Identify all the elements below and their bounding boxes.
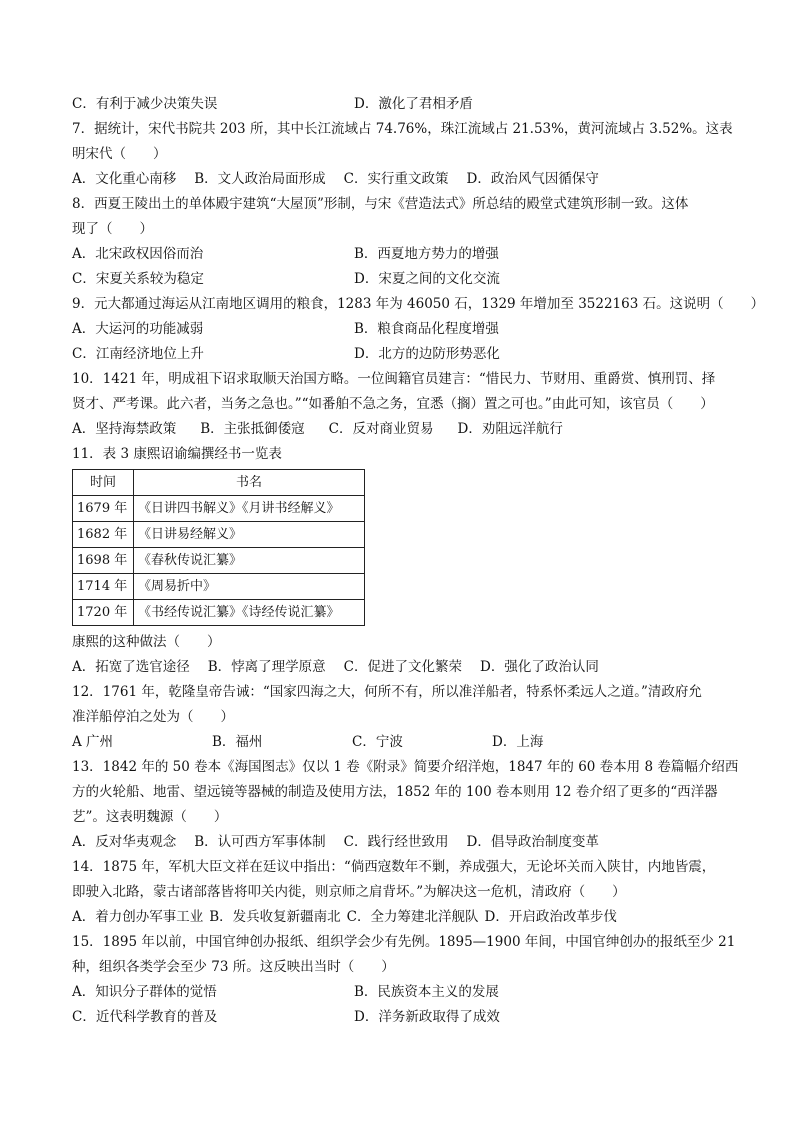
q10-option-a[interactable]: A．坚持海禁政策 [72, 421, 177, 437]
q14-option-d[interactable]: D．开启政治改革步伐 [484, 909, 617, 925]
q11-option-d[interactable]: D．强化了政治认同 [480, 659, 599, 675]
table-row [73, 548, 365, 574]
q8-options-cd [72, 267, 732, 292]
q15-option-b[interactable]: B．民族资本主义的发展 [354, 984, 499, 1000]
q15-stem-line2: 种，组织各类学会至少 73 所。这反映出当时（ ） [72, 959, 395, 975]
q7-options [72, 167, 732, 192]
table-cell-books: 《日讲四书解义》《月讲书经解义》 [134, 496, 365, 522]
q13-option-b[interactable]: B．认可西方军事体制 [194, 834, 326, 850]
q11-stem: 康熙的这种做法（ ） [72, 634, 221, 650]
q14-option-b[interactable]: B．发兵收复新疆南北 [209, 909, 341, 925]
q14-options [72, 905, 732, 930]
q8-stem-line2: 现了（ ） [72, 221, 153, 237]
q7-option-b[interactable]: B．文人政治局面形成 [194, 171, 326, 187]
table-row [73, 496, 365, 522]
q6-options-cd [72, 92, 732, 117]
q7-stem-line1: 7．据统计，宋代书院共 203 所，其中长江流域占 74.76%，珠江流域占 21.53%，黄河流域占 3.52%。这表 [72, 121, 733, 137]
q15-options-cd [72, 1005, 732, 1030]
q13-option-a[interactable]: A．反对华夷观念 [72, 834, 177, 850]
q15-stem-line1: 15．1895 年以前，中国官绅创办报纸、组织学会少有先例。1895—1900 年间，中国官绅创办的报纸至少 21 [72, 934, 736, 950]
table-cell-books: 《周易折中》 [134, 574, 365, 600]
table-cell-books: 《日讲易经解义》 [134, 522, 365, 548]
table-cell-year: 1714 年 [73, 574, 134, 600]
q13-stem-line3: 艺”。这表明魏源（ ） [72, 809, 228, 825]
q12-option-b[interactable]: B．福州 [212, 734, 263, 750]
q7-option-c[interactable]: C．实行重文政策 [343, 171, 449, 187]
q11-option-b[interactable]: B．悖离了理学原意 [207, 659, 326, 675]
q8-option-a[interactable]: A．北宋政权因俗而治 [72, 246, 204, 262]
table-row [73, 574, 365, 600]
table-cell-books: 《春秋传说汇纂》 [134, 548, 365, 574]
table-header-time: 时间 [73, 470, 134, 496]
table-row [73, 600, 365, 626]
q12-option-d[interactable]: D．上海 [492, 734, 544, 750]
q7-option-a[interactable]: A．文化重心南移 [72, 171, 177, 187]
q9-option-b[interactable]: B．粮食商品化程度增强 [354, 321, 499, 337]
q12-stem-line1: 12．1761 年，乾隆皇帝告诫：“国家四海之大，何所不有，所以准洋船者，特系怀柔远人之道。”清政府允 [72, 684, 702, 700]
q13-stem-line2: 方的火轮船、地雷、望远镜等器械的制造及使用方法，1852 年的 100 卷本则用 12 卷介绍了更多的“西洋器 [72, 784, 718, 800]
q15-options-ab [72, 980, 732, 1005]
q7-stem-line2: 明宋代（ ） [72, 146, 167, 162]
table-row [73, 522, 365, 548]
q10-options [72, 417, 732, 442]
q11-option-a[interactable]: A．拓宽了选官途径 [72, 659, 190, 675]
q10-option-b[interactable]: B．主张抵御倭寇 [200, 421, 305, 437]
q8-option-d[interactable]: D．宋夏之间的文化交流 [354, 271, 500, 287]
table-cell-year: 1679 年 [73, 496, 134, 522]
q9-option-d[interactable]: D．北方的边防形势恶化 [354, 346, 500, 362]
q8-option-b[interactable]: B．西夏地方势力的增强 [354, 246, 499, 262]
q8-stem-line1: 8．西夏王陵出土的单体殿宇建筑“大屋顶”形制，与宋《营造法式》所总结的殿堂式建筑形制一致。这体 [72, 196, 689, 212]
q7-option-d[interactable]: D．政治风气因循保守 [466, 171, 599, 187]
q15-option-a[interactable]: A．知识分子群体的觉悟 [72, 984, 217, 1000]
q6-option-c[interactable]: C．有利于减少决策失误 [72, 96, 218, 112]
q10-stem-line2: 贤才、严考课。此六者，当务之急也。”“如番舶不急之务，宜悉（搁）置之可也。”由此可知，该官员（ ） [72, 396, 714, 412]
q9-options-cd [72, 342, 732, 367]
q10-option-d[interactable]: D．劝阻远洋航行 [457, 421, 563, 437]
q14-option-a[interactable]: A．着力创办军事工业 [72, 909, 204, 925]
q9-options-ab [72, 317, 732, 342]
q8-options-ab [72, 242, 732, 267]
q9-option-a[interactable]: A．大运河的功能减弱 [72, 321, 204, 337]
q10-stem-line1: 10．1421 年，明成祖下诏求取顺天治国方略。一位闽籍官员建言：“惜民力、节财用、重爵赏、慎刑罚、择 [72, 371, 716, 387]
q6-option-d[interactable]: D．激化了君相矛盾 [354, 96, 473, 112]
table-header-row [73, 470, 365, 496]
kangxi-books-table [72, 469, 365, 626]
q13-option-d[interactable]: D．倡导政治制度变革 [466, 834, 599, 850]
table-cell-year: 1682 年 [73, 522, 134, 548]
q11-options [72, 655, 732, 680]
q14-option-c[interactable]: C．全力筹建北洋舰队 [346, 909, 479, 925]
q12-stem-line2: 准洋船停泊之处为（ ） [72, 709, 234, 725]
q9-stem-line1: 9．元大都通过海运从江南地区调用的粮食，1283 年为 46050 石，1329 年增加至 3522163 石。这说明（ ） [72, 296, 765, 312]
exam-page [72, 92, 765, 1030]
q15-option-d[interactable]: D．洋务新政取得了成效 [354, 1009, 500, 1025]
q10-option-c[interactable]: C．反对商业贸易 [328, 421, 434, 437]
table-cell-year: 1720 年 [73, 600, 134, 626]
q13-stem-line1: 13．1842 年的 50 卷本《海国图志》仅以 1 卷《附录》简要介绍洋炮，1847 年的 60 卷本用 8 卷篇幅介绍西 [72, 759, 739, 775]
q12-options [72, 730, 732, 755]
q12-option-a[interactable]: A 广州 [72, 734, 114, 750]
table-header-title: 书名 [134, 470, 365, 496]
q14-stem-line1: 14．1875 年，军机大臣文祥在廷议中指出：“倘西寇数年不剿，养成强大，无论坏关而入陕甘，内地皆震， [72, 859, 716, 875]
q9-option-c[interactable]: C．江南经济地位上升 [72, 346, 204, 362]
q13-options [72, 830, 732, 855]
q11-caption: 11．表 3 康熙诏谕编撰经书一览表 [72, 446, 282, 462]
q15-option-c[interactable]: C．近代科学教育的普及 [72, 1009, 218, 1025]
table-cell-year: 1698 年 [73, 548, 134, 574]
q13-option-c[interactable]: C．践行经世致用 [343, 834, 449, 850]
q12-option-c[interactable]: C．宁波 [352, 734, 403, 750]
q14-stem-line2: 即驶入北路，蒙古诸部落皆将叩关内徙，则京师之肩背坏。”为解决这一危机，清政府（ ） [72, 884, 626, 900]
table-cell-books: 《书经传说汇纂》《诗经传说汇纂》 [134, 600, 365, 626]
q11-option-c[interactable]: C．促进了文化繁荣 [343, 659, 463, 675]
q8-option-c[interactable]: C．宋夏关系较为稳定 [72, 271, 204, 287]
